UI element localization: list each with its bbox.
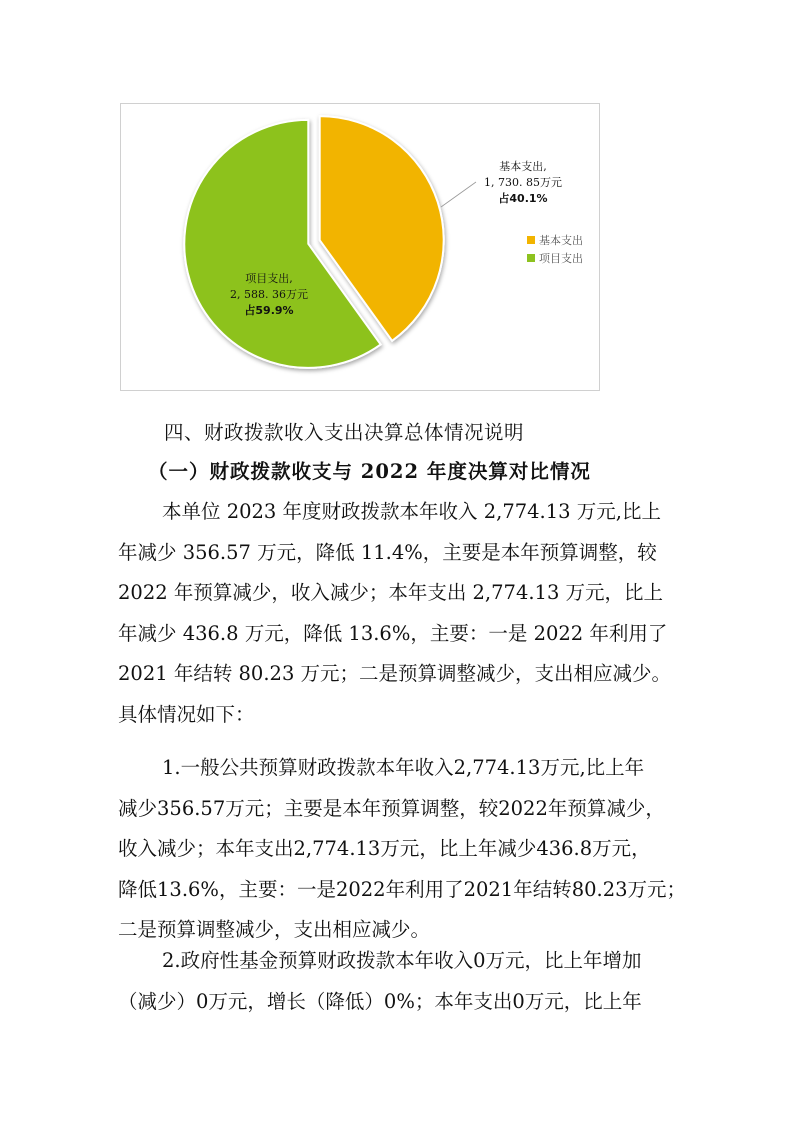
- legend-label-project: 项目支出: [539, 252, 583, 265]
- section-heading: 四、财政拨款收入支出决算总体情况说明: [164, 421, 525, 444]
- subsection-heading: （一）财政拨款收支与 2022 年度决算对比情况: [148, 460, 591, 483]
- text-line: （减少）0万元，增长（降低）0%；本年支出0万元，比上年: [118, 989, 642, 1013]
- legend-swatch-basic: [527, 236, 535, 244]
- text-line: 年减少 356.57 万元，降低 11.4%，主要是本年预算调整，较: [118, 540, 657, 564]
- text-line: 减少356.57万元；主要是本年预算调整，较2022年预算减少，: [118, 796, 665, 820]
- text-line: 2021 年结转 80.23 万元；二是预算调整减少，支出相应减少。: [118, 662, 672, 685]
- slice-label-line: 项目支出,: [245, 272, 293, 285]
- text-line: 1.一般公共预算财政拨款本年收入2,774.13万元,比上年: [162, 756, 645, 779]
- leader-line: [441, 182, 476, 207]
- slice-label-line: 2, 588. 36万元: [230, 288, 308, 301]
- text-line: 降低13.6%，主要：一是2022年利用了2021年结转80.23万元；: [118, 877, 687, 901]
- text-line: 年减少 436.8 万元，降低 13.6%，主要：一是 2022 年利用了: [118, 621, 668, 645]
- paragraph-fund-budget: [118, 941, 688, 1022]
- text-line: 收入减少；本年支出2,774.13万元，比上年减少436.8万元，: [118, 837, 651, 860]
- paragraph-general-budget: [118, 748, 688, 951]
- text-line: 本单位 2023 年度财政拨款本年收入 2,774.13 万元,比上: [162, 500, 661, 523]
- paragraph-summary: [118, 492, 688, 735]
- slice-label-line: 1, 730. 85万元: [484, 176, 562, 189]
- legend-swatch-project: [527, 254, 535, 262]
- slice-label-line: 占40.1%: [498, 192, 548, 205]
- text-line: 2.政府性基金预算财政拨款本年收入0万元，比上年增加: [162, 949, 642, 972]
- expenditure-pie-chart: [120, 103, 600, 391]
- slice-label-line: 占59.9%: [244, 304, 294, 317]
- slice-label-line: 基本支出,: [499, 160, 547, 173]
- text-line: 二是预算调整减少，支出相应减少。: [118, 918, 431, 941]
- legend-label-basic: 基本支出: [539, 234, 583, 247]
- slice-label-basic: [484, 159, 562, 205]
- text-line: 具体情况如下：: [118, 702, 255, 726]
- text-line: 2022 年预算减少，收入减少；本年支出 2,774.13 万元，比上: [118, 581, 664, 604]
- pie-chart-svg: [121, 104, 599, 390]
- legend: [527, 233, 583, 265]
